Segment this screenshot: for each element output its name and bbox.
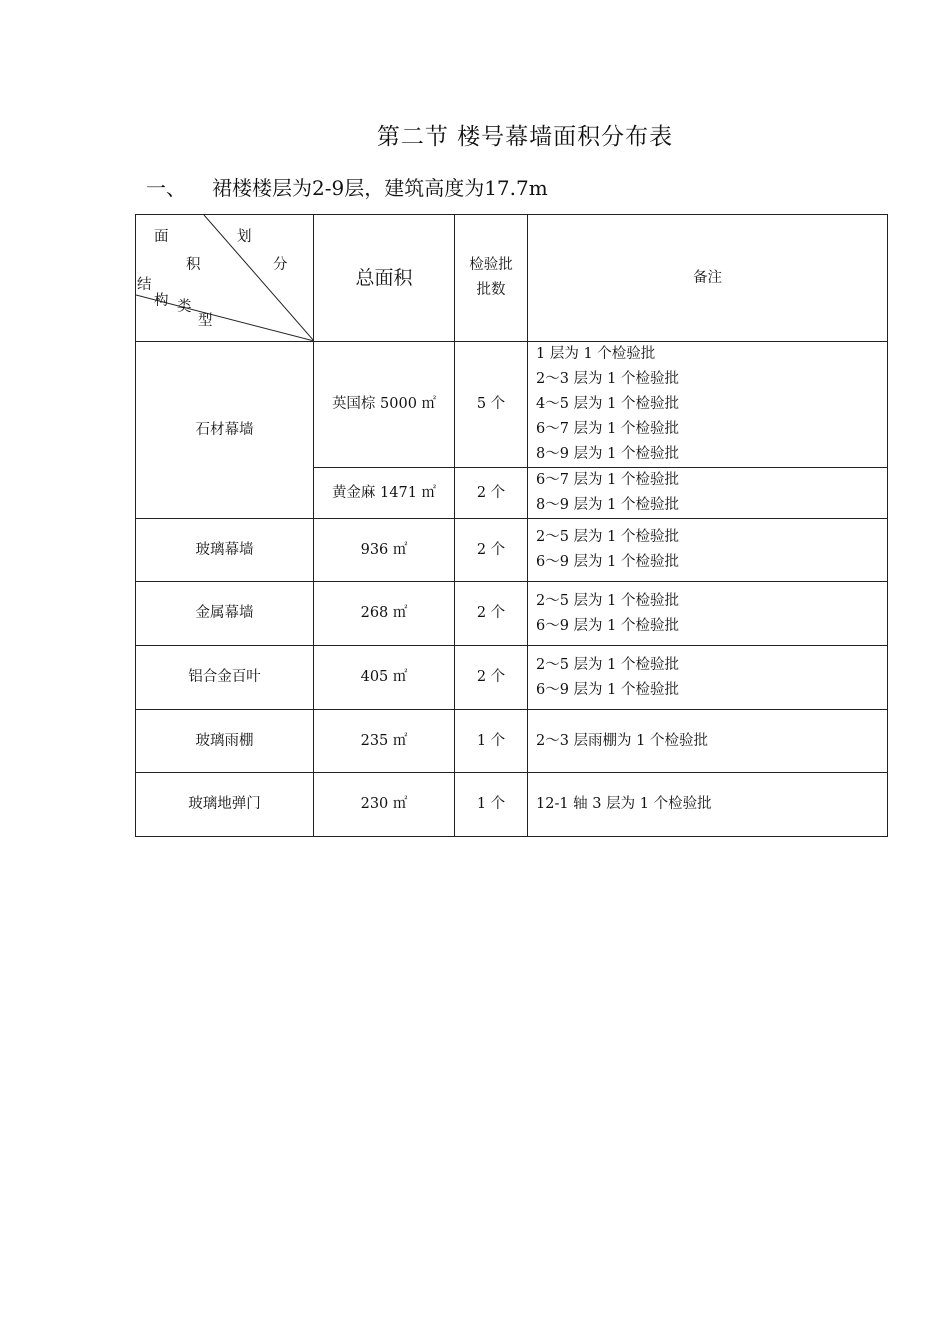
type-cell: 玻璃幕墙 — [136, 519, 314, 582]
area-cell: 405 ㎡ — [314, 646, 455, 710]
diag-label-gou: 构 — [154, 293, 169, 309]
remark-line: 2～3 层雨棚为 1 个检验批 — [536, 732, 709, 749]
remark-line: 6～9 层为 1 个检验批 — [536, 681, 680, 698]
remark-cell — [528, 582, 888, 646]
type-cell: 玻璃雨棚 — [136, 710, 314, 773]
area-cell: 268 ㎡ — [314, 582, 455, 646]
remark-line: 2～5 层为 1 个检验批 — [536, 592, 680, 609]
area-distribution-table — [135, 214, 888, 837]
section-heading — [146, 172, 548, 201]
section-number: 一、 — [146, 176, 186, 200]
remark-line: 6～9 层为 1 个检验批 — [536, 617, 680, 634]
remark-cell — [528, 468, 888, 519]
table-row — [136, 519, 888, 582]
table-row — [136, 710, 888, 773]
batch-cell: 2 个 — [455, 582, 528, 646]
remark-line: 2～5 层为 1 个检验批 — [536, 656, 680, 673]
type-cell: 铝合金百叶 — [136, 646, 314, 710]
diagonal-header-cell — [136, 215, 314, 342]
header-total-area: 总面积 — [314, 215, 455, 342]
remark-line: 12-1 轴 3 层为 1 个检验批 — [536, 796, 712, 812]
area-cell: 英国棕 5000 ㎡ — [314, 342, 455, 468]
type-cell: 玻璃地弹门 — [136, 773, 314, 837]
batch-cell: 2 个 — [455, 519, 528, 582]
area-cell: 230 ㎡ — [314, 773, 455, 837]
header-remark: 备注 — [528, 215, 888, 342]
table-row — [136, 646, 888, 710]
batch-cell: 1 个 — [455, 710, 528, 773]
area-cell: 936 ㎡ — [314, 519, 455, 582]
remark-line: 6～7 层为 1 个检验批 — [536, 421, 680, 437]
remark-line: 4～5 层为 1 个检验批 — [536, 396, 680, 412]
section-text: 裙楼楼层为2-9层，建筑高度为17.7m — [212, 176, 548, 200]
remark-cell — [528, 519, 888, 582]
diag-label-lei: 类 — [177, 299, 192, 315]
header-batch-count — [455, 215, 528, 342]
remark-line: 6～7 层为 1 个检验批 — [536, 472, 680, 488]
diag-label-hua: 划 — [237, 229, 252, 245]
remark-line: 1 层为 1 个检验批 — [536, 346, 656, 362]
diag-label-xing: 型 — [198, 313, 213, 329]
remark-cell — [528, 710, 888, 773]
batch-cell: 2 个 — [455, 646, 528, 710]
remark-cell — [528, 646, 888, 710]
diag-label-jie: 结 — [137, 277, 152, 293]
type-cell: 金属幕墙 — [136, 582, 314, 646]
header-batch-line2: 批数 — [476, 282, 506, 298]
remark-line: 2～3 层为 1 个检验批 — [536, 371, 680, 387]
remark-cell — [528, 342, 888, 468]
batch-cell: 5 个 — [455, 342, 528, 468]
table-row — [136, 773, 888, 837]
remark-line: 8～9 层为 1 个检验批 — [536, 497, 680, 513]
table-row — [136, 342, 888, 468]
table-header-row — [136, 215, 888, 342]
diag-label-ji: 积 — [186, 257, 201, 273]
batch-cell: 1 个 — [455, 773, 528, 837]
batch-cell: 2 个 — [455, 468, 528, 519]
diag-label-fen: 分 — [273, 257, 288, 273]
type-cell: 石材幕墙 — [136, 342, 314, 519]
page-title: 第二节 楼号幕墙面积分布表 — [376, 124, 674, 150]
remark-cell — [528, 773, 888, 837]
area-cell: 235 ㎡ — [314, 710, 455, 773]
header-batch-line1: 检验批 — [469, 257, 513, 273]
remark-line: 8～9 层为 1 个检验批 — [536, 446, 680, 462]
table-row — [136, 582, 888, 646]
remark-line: 2～5 层为 1 个检验批 — [536, 529, 680, 545]
area-cell: 黄金麻 1471 ㎡ — [314, 468, 455, 519]
remark-line: 6～9 层为 1 个检验批 — [536, 554, 680, 570]
diag-label-mian: 面 — [154, 229, 169, 245]
